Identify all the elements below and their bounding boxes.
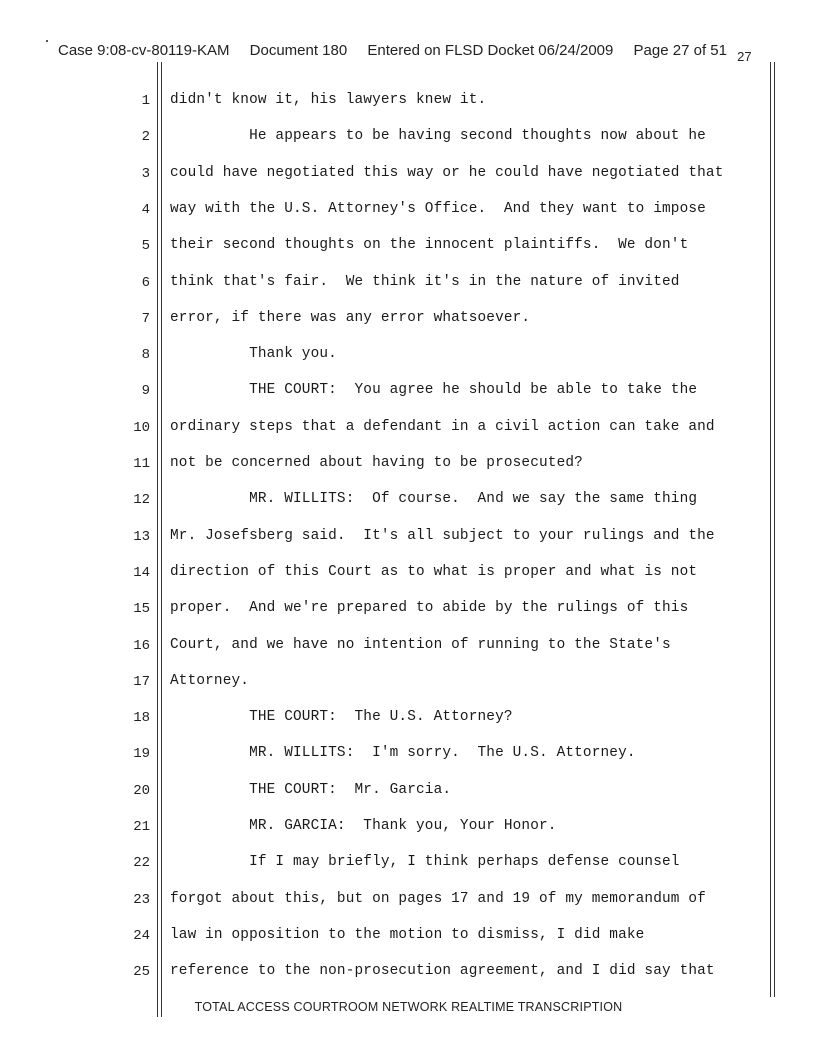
transcript-line: error, if there was any error whatsoever. [170,309,531,326]
line-number: 10 [133,419,150,436]
line-number: 25 [133,964,150,981]
line-number: 15 [133,601,150,618]
transcript-line: THE COURT: Mr. Garcia. [170,781,452,798]
scan-mark [46,40,48,42]
line-number: 19 [133,746,150,763]
line-number: 12 [133,492,150,509]
line-number: 21 [133,819,150,835]
transcript-line: could have negotiated this way or he could have negotiated that [170,164,724,181]
case-header [58,42,752,64]
transcript-line: way with the U.S. Attorney's Office. And they want to impose [170,200,706,217]
transcript-footer: TOTAL ACCESS COURTROOM NETWORK REALTIME TRANSCRIPTION [194,1000,623,1014]
case-number: Case 9:08-cv-80119-KAM [58,42,230,59]
transcript-line: forgot about this, but on pages 17 and 19 of my memorandum of [170,890,706,907]
transcript-line: ordinary steps that a defendant in a civil action can take and [170,418,715,435]
line-number: 23 [133,891,150,908]
left-margin-rule-outer [157,62,158,1017]
docket-entry: Entered on FLSD Docket 06/24/2009 [367,42,614,59]
transcript-line: reference to the non-prosecution agreement, and I did say that [170,963,715,980]
transcript-line: Thank you. [170,346,337,363]
transcript-line: MR. WILLITS: I'm sorry. The U.S. Attorney. [170,745,636,762]
transcript-line: their second thoughts on the innocent plaintiffs. We don't [170,237,689,254]
page-number: 27 [737,49,752,64]
left-margin-rule-inner [161,62,162,1017]
transcript-line: THE COURT: You agree he should be able to take the [170,382,698,399]
transcript-line: direction of this Court as to what is proper and what is not [170,563,698,580]
line-number: 17 [133,673,150,690]
line-number: 4 [141,201,150,218]
line-number: 3 [141,165,150,182]
line-number: 22 [133,855,150,872]
transcript-line: He appears to be having second thoughts now about he [170,128,706,145]
transcript-line: proper. And we're prepared to abide by the rulings of this [170,600,689,617]
page-indicator: Page 27 of 51 [633,42,727,59]
transcript-line: think that's fair. We think it's in the nature of invited [170,273,680,290]
transcript-line: didn't know it, his lawyers knew it. [170,92,487,108]
transcript-line: MR. WILLITS: Of course. And we say the same thing [170,491,698,508]
line-number: 1 [141,93,150,109]
transcript-line: law in opposition to the motion to dismiss, I did make [170,926,645,943]
transcript-line: If I may briefly, I think perhaps defense counsel [170,854,680,871]
line-number: 5 [141,238,150,255]
transcript-line: not be concerned about having to be prosecuted? [170,455,583,471]
transcript-line: Mr. Josefsberg said. It's all subject to your rulings and the [170,527,715,544]
transcript-line: Court, and we have no intention of running to the State's [170,636,671,653]
line-number: 7 [141,310,150,327]
right-margin-rule-outer [770,62,771,997]
transcript-line: THE COURT: The U.S. Attorney? [170,709,513,726]
line-number: 9 [141,383,150,400]
line-number: 24 [133,927,150,944]
line-number: 16 [133,637,150,654]
document-number: Document 180 [249,42,348,59]
line-number: 14 [133,564,150,581]
line-number: 6 [141,274,150,291]
transcript-line: MR. GARCIA: Thank you, Your Honor. [170,818,557,834]
line-number: 2 [141,129,150,146]
line-number: 20 [133,782,150,799]
line-number: 18 [133,710,150,727]
line-number: 8 [141,347,150,364]
line-number: 13 [133,528,150,545]
transcript-line: Attorney. [170,672,250,689]
right-margin-rule-inner [774,62,775,997]
line-number: 11 [133,456,150,472]
